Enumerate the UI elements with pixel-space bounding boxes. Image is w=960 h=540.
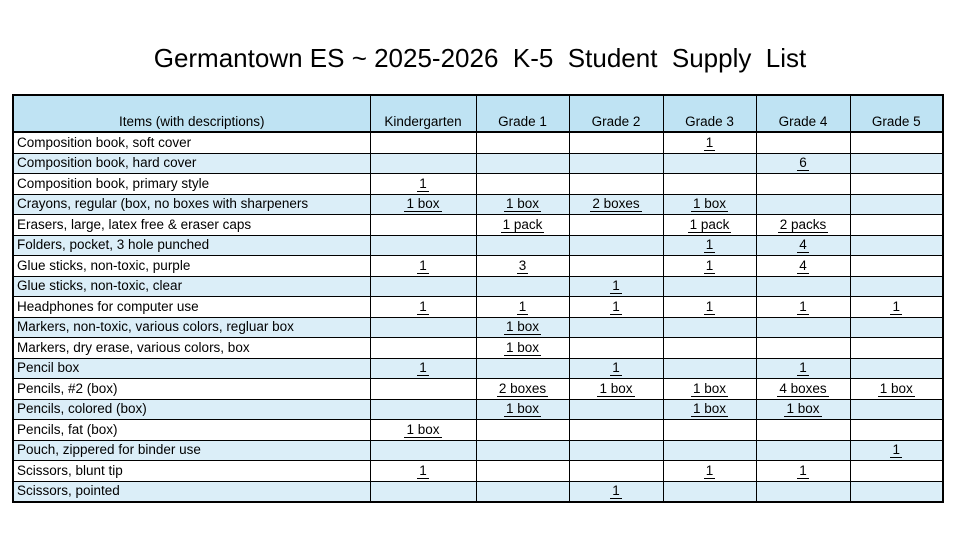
quantity-value: 1 (705, 298, 714, 314)
quantity-cell (476, 317, 569, 338)
quantity-value: 1 (612, 278, 620, 294)
table-row (13, 379, 943, 400)
quantity-value: 1 (612, 483, 620, 499)
quantity-cell (850, 379, 943, 400)
quantity-value: 1 pack (502, 216, 543, 232)
column-header-grade-5: Grade 5 (850, 95, 943, 132)
quantity-value: 1 box (692, 380, 727, 396)
quantity-cell (756, 153, 850, 174)
item-cell: Pencils, fat (box) (13, 420, 370, 441)
quantity-cell (476, 297, 569, 318)
quantity-value: 1 box (786, 401, 820, 417)
quantity-cell (569, 461, 663, 482)
quantity-cell (756, 440, 850, 461)
quantity-cell (370, 440, 476, 461)
quantity-cell (569, 440, 663, 461)
quantity-value: 1 (799, 360, 807, 376)
quantity-value: 1 box (879, 380, 913, 396)
quantity-value: 1 (799, 462, 807, 478)
table-row (13, 338, 943, 359)
quantity-cell (663, 276, 756, 297)
column-header-grade-1: Grade 1 (476, 95, 569, 132)
quantity-value: 4 (799, 257, 807, 273)
quantity-cell (663, 215, 756, 236)
quantity-cell (476, 481, 569, 502)
quantity-cell (370, 215, 476, 236)
quantity-cell (476, 461, 569, 482)
quantity-cell (663, 461, 756, 482)
quantity-cell (756, 235, 850, 256)
quantity-cell (569, 194, 663, 215)
quantity-cell (370, 276, 476, 297)
item-cell: Pencils, #2 (box) (13, 379, 370, 400)
table-row (13, 420, 943, 441)
quantity-cell (476, 420, 569, 441)
quantity-value: 1 box (505, 196, 540, 212)
table-row (13, 256, 943, 277)
quantity-cell (850, 194, 943, 215)
quantity-value: 1 (612, 360, 620, 376)
quantity-cell (663, 256, 756, 277)
quantity-cell (850, 215, 943, 236)
quantity-cell (850, 399, 943, 420)
table-row (13, 317, 943, 338)
item-cell: Scissors, blunt tip (13, 461, 370, 482)
quantity-cell (476, 338, 569, 359)
table-row (13, 440, 943, 461)
item-cell: Folders, pocket, 3 hole punched (13, 235, 370, 256)
header-row (13, 95, 943, 132)
quantity-cell (850, 174, 943, 195)
quantity-cell (850, 256, 943, 277)
item-cell: Markers, non-toxic, various colors, regluar box (13, 317, 370, 338)
quantity-cell (370, 379, 476, 400)
quantity-cell (569, 132, 663, 153)
quantity-value: 1 box (505, 339, 540, 355)
column-header-grade-2: Grade 2 (569, 95, 663, 132)
quantity-cell (850, 235, 943, 256)
quantity-cell (663, 317, 756, 338)
quantity-cell (569, 256, 663, 277)
quantity-cell (850, 461, 943, 482)
quantity-value: 1 (612, 298, 620, 314)
quantity-cell (476, 276, 569, 297)
item-cell: Composition book, hard cover (13, 153, 370, 174)
quantity-value: 1 (705, 462, 714, 478)
quantity-cell (569, 481, 663, 502)
quantity-value: 2 boxes (498, 380, 547, 396)
quantity-cell (370, 235, 476, 256)
quantity-cell (370, 297, 476, 318)
quantity-cell (370, 338, 476, 359)
table-row (13, 276, 943, 297)
quantity-cell (850, 153, 943, 174)
item-cell: Erasers, large, latex free & eraser caps (13, 215, 370, 236)
table-row (13, 461, 943, 482)
quantity-cell (850, 297, 943, 318)
quantity-cell (569, 153, 663, 174)
table-row (13, 358, 943, 379)
quantity-cell (569, 399, 663, 420)
table-row (13, 132, 943, 153)
quantity-cell (756, 338, 850, 359)
quantity-value: 1 (892, 442, 900, 458)
quantity-cell (850, 276, 943, 297)
quantity-cell (476, 358, 569, 379)
quantity-cell (663, 235, 756, 256)
quantity-cell (756, 461, 850, 482)
quantity-cell (756, 420, 850, 441)
quantity-cell (370, 132, 476, 153)
table-row (13, 399, 943, 420)
quantity-cell (756, 174, 850, 195)
quantity-value: 4 (799, 237, 807, 253)
quantity-cell (756, 379, 850, 400)
quantity-cell (476, 174, 569, 195)
quantity-cell (663, 358, 756, 379)
item-cell: Composition book, primary style (13, 174, 370, 195)
quantity-cell (476, 132, 569, 153)
table-row (13, 481, 943, 502)
item-cell: Headphones for computer use (13, 297, 370, 318)
quantity-cell (370, 317, 476, 338)
table-row (13, 297, 943, 318)
quantity-cell (569, 338, 663, 359)
quantity-cell (370, 153, 476, 174)
quantity-cell (370, 256, 476, 277)
quantity-cell (370, 481, 476, 502)
quantity-cell (756, 256, 850, 277)
item-cell: Pencil box (13, 358, 370, 379)
quantity-value: 2 boxes (592, 196, 640, 212)
quantity-cell (569, 297, 663, 318)
quantity-cell (569, 358, 663, 379)
quantity-value: 2 packs (779, 216, 827, 232)
quantity-cell (370, 461, 476, 482)
quantity-value: 1 box (692, 196, 727, 212)
quantity-cell (370, 399, 476, 420)
quantity-cell (663, 194, 756, 215)
quantity-cell (663, 153, 756, 174)
quantity-cell (850, 358, 943, 379)
quantity-value: 1 (419, 175, 427, 191)
quantity-cell (663, 338, 756, 359)
quantity-cell (476, 153, 569, 174)
quantity-cell (663, 481, 756, 502)
quantity-value: 1 box (599, 380, 633, 396)
quantity-cell (476, 235, 569, 256)
item-cell: Pencils, colored (box) (13, 399, 370, 420)
quantity-cell (370, 358, 476, 379)
quantity-cell (756, 399, 850, 420)
page-title: Germantown ES ~ 2025-2026 K-5 Student Supply List (153, 43, 807, 73)
table-row (13, 235, 943, 256)
quantity-cell (756, 481, 850, 502)
quantity-cell (756, 132, 850, 153)
quantity-value: 1 box (692, 401, 727, 417)
quantity-cell (476, 379, 569, 400)
quantity-cell (476, 194, 569, 215)
quantity-value: 1 box (406, 196, 440, 212)
quantity-value: 1 (892, 298, 900, 314)
column-header-items: Items (with descriptions) (13, 95, 370, 132)
item-cell: Markers, dry erase, various colors, box (13, 338, 370, 359)
quantity-cell (663, 420, 756, 441)
quantity-value: 6 (799, 155, 807, 171)
quantity-cell (569, 174, 663, 195)
quantity-value: 1 box (505, 319, 540, 335)
quantity-cell (663, 379, 756, 400)
item-cell: Pouch, zippered for binder use (13, 440, 370, 461)
quantity-value: 1 (705, 134, 714, 150)
table-row (13, 194, 943, 215)
quantity-cell (850, 440, 943, 461)
quantity-cell (370, 194, 476, 215)
quantity-cell (476, 399, 569, 420)
quantity-cell (569, 379, 663, 400)
quantity-cell (476, 215, 569, 236)
supply-table (12, 94, 944, 503)
table-body (13, 132, 943, 502)
quantity-cell (370, 420, 476, 441)
item-cell: Glue sticks, non-toxic, clear (13, 276, 370, 297)
quantity-cell (756, 358, 850, 379)
item-cell: Composition book, soft cover (13, 132, 370, 153)
quantity-cell (569, 276, 663, 297)
quantity-cell (370, 174, 476, 195)
quantity-cell (476, 440, 569, 461)
quantity-cell (756, 194, 850, 215)
quantity-value: 1 pack (689, 216, 730, 232)
table-row (13, 153, 943, 174)
quantity-cell (850, 338, 943, 359)
quantity-cell (756, 317, 850, 338)
quantity-cell (663, 440, 756, 461)
quantity-value: 1 (705, 257, 714, 273)
quantity-value: 1 box (505, 401, 540, 417)
quantity-cell (850, 132, 943, 153)
quantity-cell (663, 297, 756, 318)
quantity-value: 1 box (406, 421, 440, 437)
column-header-kindergarten: Kindergarten (370, 95, 476, 132)
quantity-value: 1 (419, 360, 427, 376)
quantity-value: 1 (705, 237, 714, 253)
item-cell: Crayons, regular (box, no boxes with sharpeners (13, 194, 370, 215)
quantity-value: 3 (518, 257, 527, 273)
quantity-value: 1 (799, 298, 807, 314)
quantity-cell (569, 215, 663, 236)
quantity-cell (850, 481, 943, 502)
quantity-value: 1 (518, 298, 527, 314)
quantity-value: 1 (419, 298, 427, 314)
table-row (13, 215, 943, 236)
quantity-cell (663, 174, 756, 195)
table-row (13, 174, 943, 195)
quantity-cell (569, 420, 663, 441)
quantity-cell (756, 297, 850, 318)
quantity-value: 4 boxes (779, 380, 827, 396)
quantity-cell (756, 215, 850, 236)
column-header-grade-3: Grade 3 (663, 95, 756, 132)
quantity-cell (569, 235, 663, 256)
column-header-grade-4: Grade 4 (756, 95, 850, 132)
quantity-value: 1 (419, 462, 427, 478)
quantity-cell (850, 317, 943, 338)
item-cell: Glue sticks, non-toxic, purple (13, 256, 370, 277)
quantity-cell (756, 276, 850, 297)
quantity-cell (663, 132, 756, 153)
quantity-cell (569, 317, 663, 338)
quantity-value: 1 (419, 257, 427, 273)
quantity-cell (850, 420, 943, 441)
quantity-cell (476, 256, 569, 277)
quantity-cell (663, 399, 756, 420)
item-cell: Scissors, pointed (13, 481, 370, 502)
